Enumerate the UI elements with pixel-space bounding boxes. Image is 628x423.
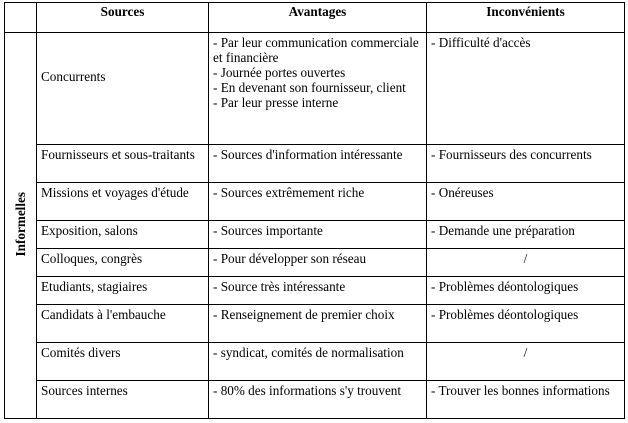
table-row: [5, 183, 625, 221]
table-body: [5, 33, 625, 419]
inconvenients-cell: [427, 277, 625, 305]
table-row: [5, 221, 625, 249]
inconvenient-item: /: [523, 345, 528, 360]
table-row: [5, 33, 625, 145]
inconvenients-cell: [427, 381, 625, 419]
table-row: [5, 145, 625, 183]
source-cell: Colloques, congrès: [37, 249, 209, 277]
avantage-item: - Sources d'information intéressante: [213, 147, 403, 162]
avantages-cell: [209, 183, 427, 221]
avantage-item: - 80% des informations s'y trouvent: [213, 383, 402, 398]
avantage-item: - Par leur communication commerciale et financière: [213, 35, 419, 65]
source-cell: Concurrents: [37, 33, 209, 145]
inconvenient-item: - Trouver les bonnes informations: [431, 383, 610, 398]
table-row: [5, 381, 625, 419]
avantages-cell: [209, 221, 427, 249]
inconvenient-item: /: [523, 251, 528, 266]
avantages-cell: [209, 33, 427, 145]
inconvenient-item: - Difficulté d'accès: [431, 35, 531, 50]
inconvenients-cell: [427, 305, 625, 343]
source-cell: Exposition, salons: [37, 221, 209, 249]
source-cell: Etudiants, stagiaires: [37, 277, 209, 305]
header-avantages: Avantages: [209, 3, 427, 33]
source-cell: Candidats à l'embauche: [37, 305, 209, 343]
avantage-item: - Renseignement de premier choix: [213, 307, 395, 322]
avantages-cell: [209, 305, 427, 343]
sources-table-container: [4, 2, 624, 420]
avantages-cell: [209, 277, 427, 305]
side-label: Informelles: [13, 191, 28, 257]
header-sources: Sources: [37, 3, 209, 33]
header-row: [5, 3, 625, 33]
inconvenients-cell: [427, 183, 625, 221]
table-row: [5, 249, 625, 277]
avantages-cell: [209, 249, 427, 277]
avantage-item: - syndicat, comités de normalisation: [213, 345, 404, 360]
inconvenients-cell: [427, 33, 625, 145]
avantages-cell: [209, 145, 427, 183]
avantage-item: - Par leur presse interne: [213, 95, 339, 110]
avantage-item: - Journée portes ouvertes: [213, 65, 346, 80]
header-inconvenients: Inconvénients: [427, 3, 625, 33]
source-cell: Fournisseurs et sous-traitants: [37, 145, 209, 183]
table-row: [5, 343, 625, 381]
inconvenient-item: - Problèmes déontologiques: [431, 279, 579, 294]
inconvenient-item: - Demande une préparation: [431, 223, 575, 238]
inconvenient-item: - Problèmes déontologiques: [431, 307, 579, 322]
source-cell: Missions et voyages d'étude: [37, 183, 209, 221]
header-empty: [5, 3, 37, 33]
inconvenients-cell: [427, 145, 625, 183]
inconvenients-cell: [427, 343, 625, 381]
table-row: [5, 305, 625, 343]
side-label-cell: [5, 33, 37, 419]
avantages-cell: [209, 381, 427, 419]
inconvenient-item: - Fournisseurs des concurrents: [431, 147, 592, 162]
inconvenients-cell: [427, 221, 625, 249]
sources-table: [4, 2, 625, 419]
avantage-item: - En devenant son fournisseur, client: [213, 80, 406, 95]
avantage-item: - Pour développer son réseau: [213, 251, 367, 266]
source-cell: Sources internes: [37, 381, 209, 419]
inconvenient-item: - Onéreuses: [431, 185, 494, 200]
inconvenients-cell: [427, 249, 625, 277]
avantage-item: - Source très intéressante: [213, 279, 346, 294]
avantages-cell: [209, 343, 427, 381]
source-cell: Comités divers: [37, 343, 209, 381]
avantage-item: - Sources importante: [213, 223, 323, 238]
table-row: [5, 277, 625, 305]
avantage-item: - Sources extrêmement riche: [213, 185, 365, 200]
